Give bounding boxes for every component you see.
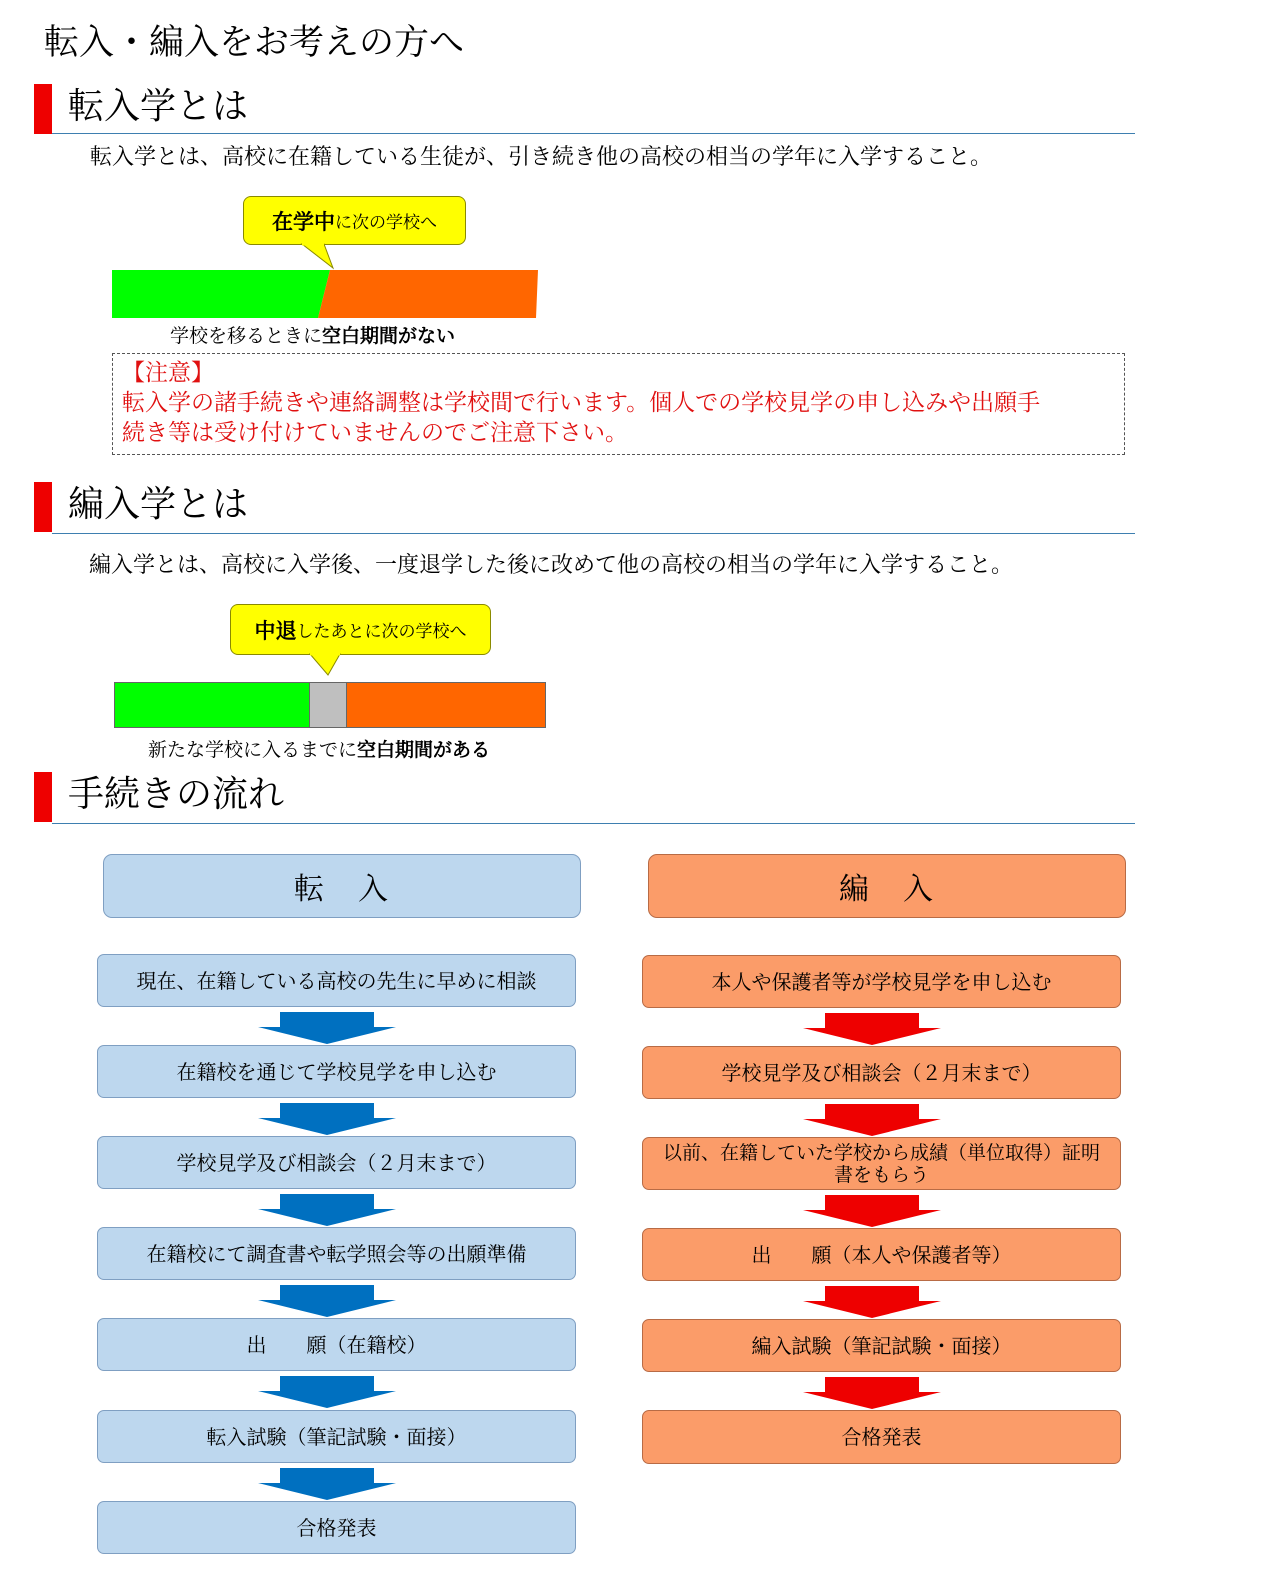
notice-line: 続き等は受け付けていませんのでご注意下さい。 bbox=[122, 420, 628, 446]
readmission-step-3: 以前、在籍していた学校から成績（単位取得）証明書をもらう bbox=[642, 1137, 1121, 1190]
transfer-step-5: 出 願（在籍校） bbox=[97, 1318, 576, 1371]
procedure-heading: 手続きの流れ bbox=[68, 774, 285, 815]
down-arrow-icon bbox=[803, 1013, 941, 1045]
readmission-heading: 編入学とは bbox=[68, 484, 249, 525]
readmission-description: 編入学とは、高校に入学後、一度退学した後に改めて他の高校の相当の学年に入学すること。 bbox=[89, 553, 1014, 578]
caption-bold-text: 空白期間がない bbox=[322, 325, 456, 347]
down-arrow-icon bbox=[803, 1286, 941, 1318]
enrolled-period-bar bbox=[115, 683, 310, 728]
transfer-step-4: 在籍校にて調査書や転学照会等の出願準備 bbox=[97, 1227, 576, 1280]
down-arrow-icon bbox=[803, 1377, 941, 1409]
blank-period-bar bbox=[310, 683, 347, 728]
readmission-step-1: 本人や保護者等が学校見学を申し込む bbox=[642, 955, 1121, 1008]
section-divider bbox=[52, 823, 1135, 824]
transfer-step-3: 学校見学及び相談会（２月末まで） bbox=[97, 1136, 576, 1189]
notice-line: 転入学の諸手続きや連絡調整は学校間で行います。個人での学校見学の申し込みや出願手 bbox=[122, 390, 1041, 416]
callout-text: に次の学校へ bbox=[335, 213, 437, 233]
readmission-timeline bbox=[0, 0, 560, 740]
down-arrow-icon bbox=[258, 1468, 396, 1500]
readmission-step-4: 出 願（本人や保護者等） bbox=[642, 1228, 1121, 1281]
down-arrow-icon bbox=[258, 1103, 396, 1135]
transfer-step-2: 在籍校を通じて学校見学を申し込む bbox=[97, 1045, 576, 1098]
readmission-caption bbox=[148, 737, 490, 763]
section-marker bbox=[34, 772, 52, 822]
down-arrow-icon bbox=[258, 1376, 396, 1408]
transfer-step-1: 現在、在籍している高校の先生に早めに相談 bbox=[97, 954, 576, 1007]
callout-pointer bbox=[310, 654, 340, 675]
notice-title: 【注意】 bbox=[122, 360, 214, 386]
down-arrow-icon bbox=[258, 1012, 396, 1044]
down-arrow-icon bbox=[803, 1195, 941, 1227]
callout-text: したあとに次の学校へ bbox=[296, 622, 467, 642]
down-arrow-icon bbox=[258, 1285, 396, 1317]
page-title: 転入・編入をお考えの方へ bbox=[44, 23, 465, 63]
transfer-step-7: 合格発表 bbox=[97, 1501, 576, 1554]
transfer-step-6: 転入試験（筆記試験・面接） bbox=[97, 1410, 576, 1463]
new-school-period-bar bbox=[347, 683, 546, 728]
transfer-column-header: 転 入 bbox=[103, 854, 581, 918]
transfer-description: 転入学とは、高校に在籍している生徒が、引き続き他の高校の相当の学年に入学すること。 bbox=[90, 145, 993, 170]
readmission-step-5: 編入試験（筆記試験・面接） bbox=[642, 1319, 1121, 1372]
callout-bold-text: 中退 bbox=[254, 618, 297, 643]
down-arrow-icon bbox=[803, 1104, 941, 1136]
readmission-step-6: 合格発表 bbox=[642, 1410, 1121, 1464]
readmission-step-2: 学校見学及び相談会（２月末まで） bbox=[642, 1046, 1121, 1099]
transfer-heading: 転入学とは bbox=[68, 86, 249, 127]
callout-bold-text: 在学中 bbox=[272, 209, 335, 234]
caption-text: 新たな学校に入るまでに bbox=[148, 739, 358, 761]
caption-bold-text: 空白期間がある bbox=[357, 739, 491, 761]
caption-text: 学校を移るときに bbox=[170, 325, 323, 347]
down-arrow-icon bbox=[258, 1194, 396, 1226]
readmission-column-header: 編 入 bbox=[648, 854, 1126, 918]
